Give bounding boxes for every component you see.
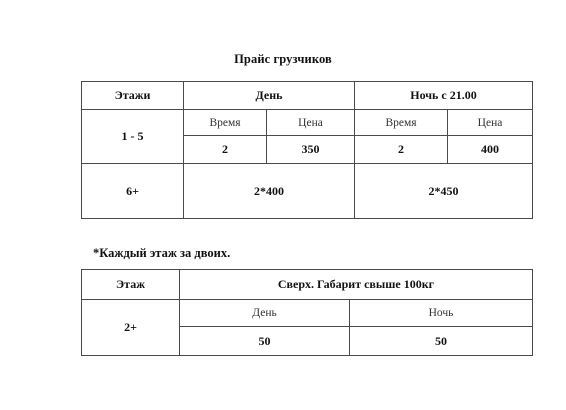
night-price-value: 400: [448, 136, 533, 164]
night-price-label: Цена: [448, 110, 533, 136]
table-header-row: [82, 82, 533, 110]
floors-cell: 6+: [82, 164, 184, 219]
night-header: Ночь с 21.00: [355, 82, 533, 110]
day-rate-value: 2*400: [184, 164, 355, 219]
day-time-value: 2: [184, 136, 267, 164]
oversize-price-table: [81, 269, 533, 356]
page-title: Прайс грузчиков: [234, 52, 332, 66]
night-time-label: Время: [355, 110, 448, 136]
table-row: [82, 164, 533, 219]
table-subheader-row: [82, 300, 533, 327]
night-price-value: 50: [350, 327, 533, 356]
day-price-label: Цена: [267, 110, 355, 136]
night-time-value: 2: [355, 136, 448, 164]
floors-header: Этажи: [82, 82, 184, 110]
floor-header: Этаж: [82, 270, 180, 300]
day-header: День: [184, 82, 355, 110]
note-text: *Каждый этаж за двоих.: [93, 246, 231, 260]
floors-cell: 1 - 5: [82, 110, 184, 164]
table-subheader-row: [82, 110, 533, 136]
price-table-movers: [81, 81, 533, 219]
night-label: Ночь: [350, 300, 533, 327]
table-header-row: [82, 270, 533, 300]
day-time-label: Время: [184, 110, 267, 136]
day-label: День: [180, 300, 350, 327]
oversize-header: Сверх. Габарит свыше 100кг: [180, 270, 533, 300]
night-rate-value: 2*450: [355, 164, 533, 219]
day-price-value: 50: [180, 327, 350, 356]
floor-cell: 2+: [82, 300, 180, 356]
day-price-value: 350: [267, 136, 355, 164]
